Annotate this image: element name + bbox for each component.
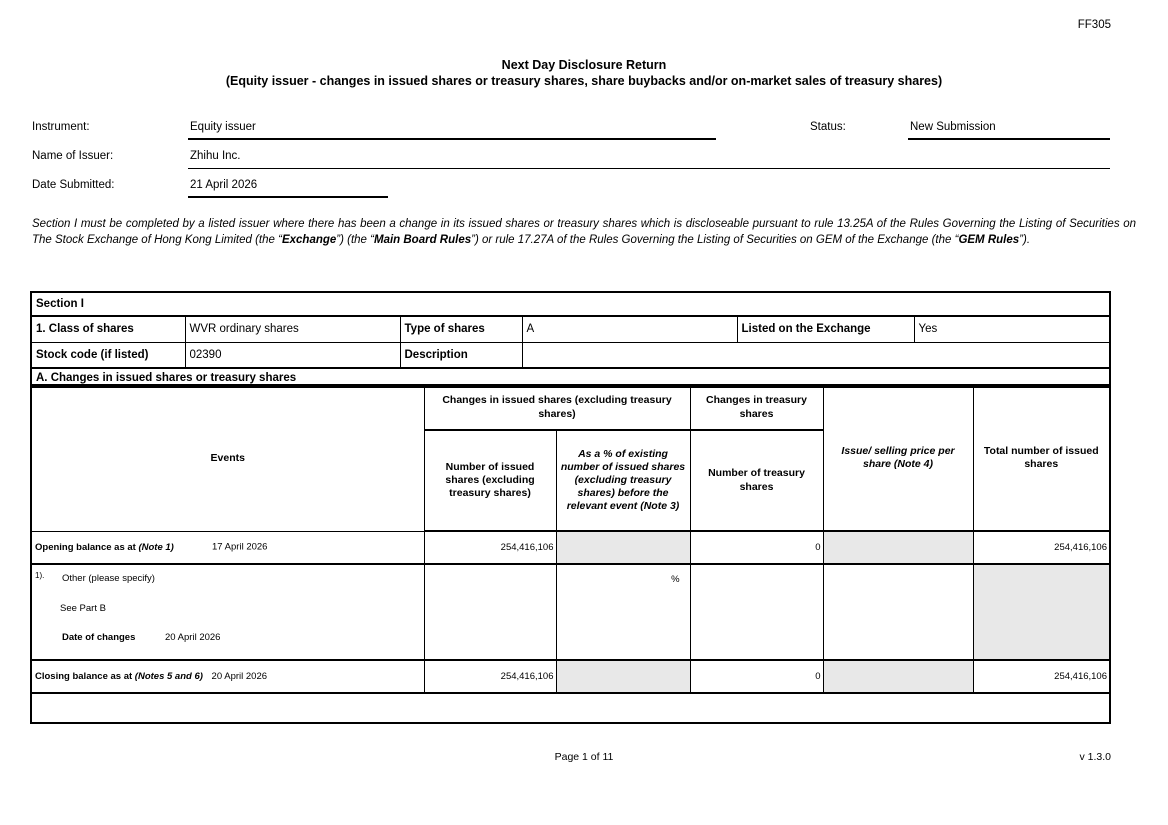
section1-table [30, 291, 1111, 388]
shaded-cell [823, 531, 973, 564]
opening-balance-date: 17 April 2026 [212, 541, 268, 553]
rule-intro-paragraph: Section I must be completed by a listed issuer where there has been a change in its issued shares or treasury shares which is discloseable pursuant to rule 13.25A of the Rules Governing the Listing of Securities on The Stock Exchange of Hong Kong Limited (the “Exchange”) (the “Main Board Rules”) or rule 17.27A of the Rules Governing the Listing of Securities on GEM of the Exchange (the “GEM Rules”). [32, 218, 1136, 246]
stock-code-label: Stock code (if listed) [31, 342, 185, 368]
type-of-shares-value: A [522, 316, 737, 342]
opening-total-issued: 254,416,106 [973, 531, 1110, 564]
page-number: Page 1 of 11 [554, 751, 614, 763]
number-treasury-header: Number of treasury shares [690, 430, 823, 531]
share-changes-table [30, 384, 1111, 724]
event-name: Other (please specify) [62, 573, 155, 584]
event-index: 1). [35, 571, 45, 580]
class-of-shares-label: 1. Class of shares [31, 316, 185, 342]
percent-existing-header: As a % of existing number of issued shares (excluding treasury shares) before the relevant event (Note 3) [556, 430, 690, 531]
issue-price-header: Issue/ selling price per share (Note 4) [823, 385, 973, 531]
form-code: FF305 [1077, 19, 1111, 31]
date-submitted-field: 21 April 2026 [188, 179, 388, 198]
instrument-label: Instrument: [32, 121, 90, 133]
section1-header-row [31, 292, 1110, 316]
event-percent-cell: % [556, 564, 690, 660]
description-value [522, 342, 1110, 368]
empty-cell [690, 564, 823, 660]
shaded-cell [556, 660, 690, 693]
events-header: Events [31, 385, 424, 531]
closing-balance-row [31, 660, 1110, 693]
description-label: Description [400, 342, 522, 368]
shaded-cell [823, 660, 973, 693]
intro-bold-gem-rules: GEM Rules [958, 233, 1020, 246]
intro-bold-main-board-rules: Main Board Rules [373, 233, 472, 246]
status-label: Status: [810, 121, 846, 133]
opening-num-issued: 254,416,106 [424, 531, 556, 564]
blank-row [31, 693, 1110, 723]
date-of-changes-label: Date of changes [62, 632, 136, 643]
part-a-title: A. Changes in issued shares or treasury shares [31, 368, 1110, 387]
status-field: New Submission [908, 121, 1110, 140]
stock-code-row [31, 342, 1110, 368]
shaded-cell [556, 531, 690, 564]
table-group-header-row [31, 385, 1110, 430]
empty-cell [823, 564, 973, 660]
closing-balance-note: (Notes 5 and 6) [134, 671, 203, 682]
closing-total-issued: 254,416,106 [973, 660, 1110, 693]
empty-cell [424, 564, 556, 660]
listed-on-exchange-label: Listed on the Exchange [737, 316, 914, 342]
page-subtitle: (Equity issuer - changes in issued shares or treasury shares, share buybacks and/or on-market sales of treasury shares) [225, 74, 943, 88]
empty-cell [31, 693, 1110, 723]
closing-balance-date: 20 April 2026 [211, 671, 268, 682]
page-title: Next Day Disclosure Return [501, 58, 667, 72]
section1-title: Section I [31, 292, 1110, 316]
total-issued-header: Total number of issued shares [973, 385, 1110, 531]
closing-balance-label: Closing balance as at [35, 671, 133, 682]
closing-num-treasury: 0 [690, 660, 823, 693]
opening-balance-row [31, 531, 1110, 564]
event-detail: See Part B [60, 603, 106, 614]
opening-num-treasury: 0 [690, 531, 823, 564]
opening-balance-label: Opening balance as at [35, 541, 136, 553]
event-other-cell [31, 564, 424, 660]
form-version: v 1.3.0 [1079, 751, 1111, 763]
type-of-shares-label: Type of shares [400, 316, 522, 342]
opening-balance-note: (Note 1) [138, 541, 174, 553]
closing-balance-event-cell [31, 660, 424, 693]
issuer-name-field: Zhihu Inc. [188, 150, 1110, 169]
intro-bold-exchange: Exchange [281, 233, 337, 246]
stock-code-value: 02390 [185, 342, 400, 368]
closing-num-issued: 254,416,106 [424, 660, 556, 693]
changes-treasury-group-header: Changes in treasury shares [690, 385, 823, 430]
class-of-shares-value: WVR ordinary shares [185, 316, 400, 342]
issuer-name-label: Name of Issuer: [32, 150, 114, 162]
class-of-shares-row [31, 316, 1110, 342]
listed-on-exchange-value: Yes [914, 316, 1110, 342]
date-of-changes-value: 20 April 2026 [165, 632, 221, 643]
intro-text: Section I must be completed by a listed issuer where there has been a change in its issued shares or treasury shares which is discloseable pursuant to rule 13.25A of the Rules Governing the Listing of Securities on The Stock Exchange of Hong Kong Limited (the “ [32, 218, 1136, 246]
date-submitted-label: Date Submitted: [32, 179, 115, 191]
event-row-other [31, 564, 1110, 660]
shaded-cell [973, 564, 1110, 660]
instrument-field: Equity issuer [188, 121, 716, 140]
opening-balance-event-cell [31, 531, 424, 564]
changes-issued-group-header: Changes in issued shares (excluding treasury shares) [424, 385, 690, 430]
number-issued-header: Number of issued shares (excluding treasury shares) [424, 430, 556, 531]
